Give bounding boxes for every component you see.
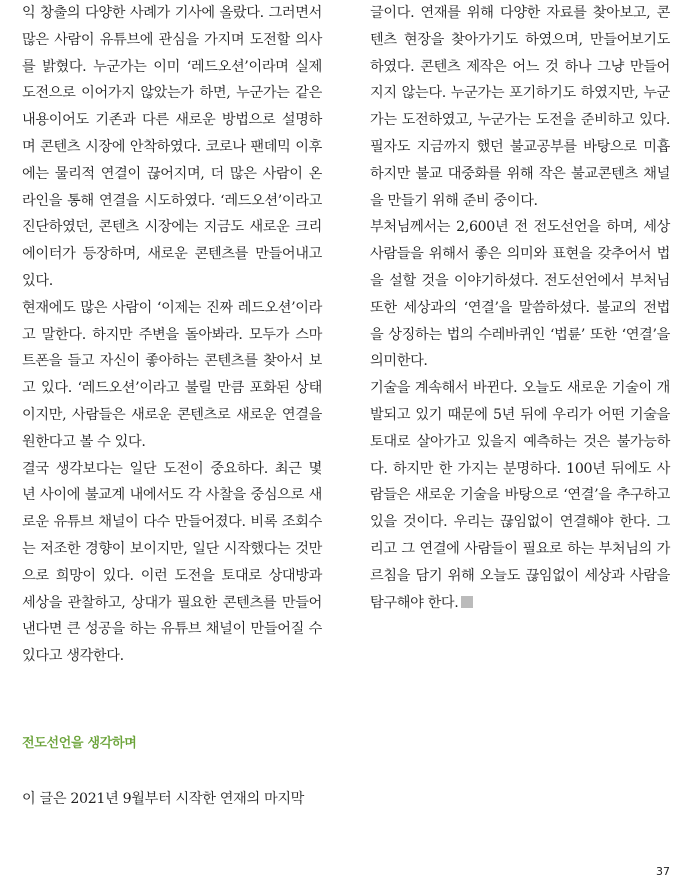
- paragraph: [370, 375, 670, 616]
- page-number: 37: [656, 865, 670, 878]
- paragraph: 부처님께서는 2,600년 전 전도선언을 하며, 세상 사람들을 위해서 좋은 의미와 표현을 갖추어서 법을 설할 것을 이야기하셨다. 전도선언에서 부처님 또한 세상과의 ‘연결’을 말씀하셨다. 불교의 전법을 상징하는 법의 수레바퀴인 ‘법륜’ 또한 ‘연결’을 의미한다.: [370, 219, 670, 370]
- end-mark-icon: [461, 596, 473, 608]
- section-heading: 전도선언을 생각하며: [22, 736, 137, 751]
- paragraph: 글이다. 연재를 위해 다양한 자료를 찾아보고, 콘텐츠 현장을 찾아가기도 하였으며, 만들어보기도 하였다. 콘텐츠 제작은 어느 것 하나 그냥 만들어지지 않는다. 누군가는 포기하기도 하였지만, 누군가는 도전하였고, 누군가는 도전을 준비하고 있다. 필자도 지금까지 했던 불교공부를 바탕으로 미흡하지만 불교 대중화를 위해 작은 불교콘텐츠 채널을 만들기 위해 준비 중이다.: [370, 5, 670, 209]
- section-body: 이 글은 2021년 9월부터 시작한 연재의 마지막: [22, 791, 305, 807]
- paragraph: 익 창출의 다양한 사례가 기사에 올랐다. 그러면서 많은 사람이 유튜브에 관심을 가지며 도전할 의사를 밝혔다. 누군가는 이미 ‘레드오션’이라며 실제 도전으로 이어가지 않았는가 하면, 누군가는 같은 내용이어도 기존과 다른 새로운 방법으로 설명하며 콘텐츠 시장에 안착하였다. 코로나 팬데믹 이후에는 물리적 연결이 끊어지며, 더 많은 사람이 온라인을 통해 연결을 시도하였다. ‘레드오션’이라고 진단하였던, 콘텐츠 시장에는 지금도 새로운 크리에이터가 등장하며, 새로운 콘텐츠를 만들어내고 있다.: [22, 5, 322, 289]
- left-column: [22, 0, 322, 670]
- right-column: [370, 0, 670, 616]
- paragraph: 결국 생각보다는 일단 도전이 중요하다. 최근 몇 년 사이에 불교계 내에서도 각 사찰을 중심으로 새로운 유튜브 채널이 다수 만들어졌다. 비록 조회수는 저조한 경향이 보이지만, 일단 시작했다는 것만으로 희망이 있다. 이런 도전을 토대로 상대방과 세상을 관찰하고, 상대가 필요한 콘텐츠를 만들어낸다면 큰 성공을 하는 유튜브 채널이 만들어질 수 있다고 생각한다.: [22, 460, 322, 665]
- paragraph-text: 기술을 계속해서 바뀐다. 오늘도 새로운 기술이 개발되고 있기 때문에 5년 뒤에 우리가 어떤 기술을 토대로 살아가고 있을지 예측하는 것은 불가능하다. 하지만 한 가지는 분명하다. 100년 뒤에도 사람들은 새로운 기술을 바탕으로 ‘연결’을 추구하고 있을 것이다. 우리는 끊임없이 연결해야 한다. 그리고 그 연결에 사람들이 필요로 하는 부처님의 가르침을 담기 위해 오늘도 끊임없이 세상과 사람을 탐구해야 한다.: [370, 380, 670, 611]
- paragraph: 현재에도 많은 사람이 ‘이제는 진짜 레드오션’이라고 말한다. 하지만 주변을 돌아봐라. 모두가 스마트폰을 들고 자신이 좋아하는 콘텐츠를 찾아서 보고 있다. ‘레드오션’이라고 불릴 만큼 포화된 상태이지만, 사람들은 새로운 콘텐츠로 새로운 연결을 원한다고 볼 수 있다.: [22, 299, 322, 450]
